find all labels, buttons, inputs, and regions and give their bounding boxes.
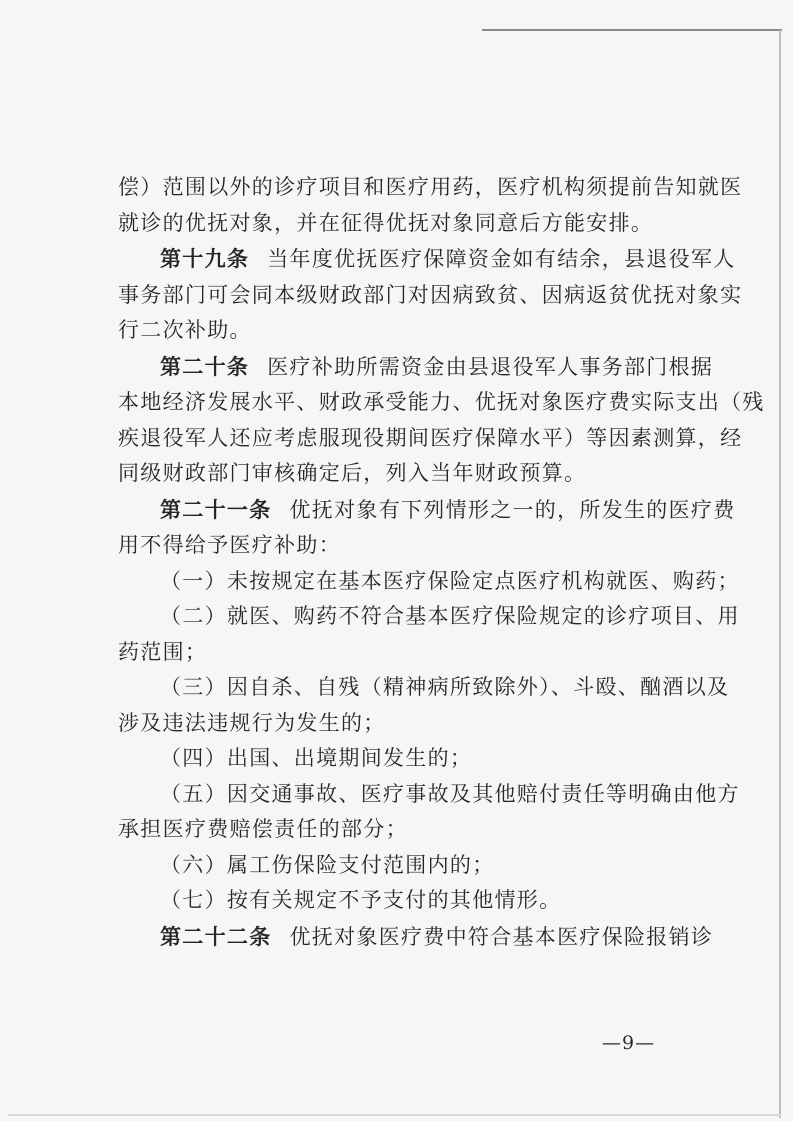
page-number: —9—	[602, 1032, 656, 1054]
article-22-title: 第二十二条	[160, 923, 272, 949]
list-item-3-cont: 涉及违法违规行为发生的；	[118, 710, 386, 735]
list-item-6: （六）属工伤保险支付范围内的；	[160, 852, 495, 877]
list-item-7: （七）按有关规定不予支付的其他情形。	[160, 888, 562, 912]
article-19-title: 第十九条	[160, 246, 250, 271]
body-text	[118, 170, 765, 955]
text-line: 行二次补助。	[118, 318, 252, 342]
text-line: 同级财政部门审核确定后，列入当年财政预算。	[118, 461, 587, 485]
list-item-2-cont: 药范围；	[118, 639, 208, 664]
list-item-5-cont: 承担医疗费赔偿责任的部分；	[118, 817, 408, 841]
list-item-2: （二）就医、购药不符合基本医疗保险规定的诊疗项目、用	[160, 604, 740, 628]
right-edge-line	[779, 30, 781, 1118]
article-20-title: 第二十条	[160, 353, 250, 379]
list-item-3: （三）因自杀、自残（精神病所致除外）、斗殴、酗酒以及	[160, 675, 730, 699]
article-19-line	[118, 241, 736, 278]
text-line: 用不得给予医疗补助：	[118, 533, 341, 557]
text-line: 事务部门可会同本级财政部门对因病致贫、因病返贫优抚对象实	[118, 282, 743, 307]
text-line: 当年度优抚医疗保障资金如有结余，县退役军人	[267, 247, 736, 271]
text-line: 偿）范围以外的诊疗项目和医疗用药，医疗机构须提前告知就医	[118, 175, 743, 199]
text-line: 优抚对象医疗费中符合基本医疗保险报销诊	[289, 924, 714, 949]
text-line: 就诊的优抚对象，并在征得优抚对象同意后方能安排。	[118, 210, 654, 235]
text-line: 医疗补助所需资金由县退役军人事务部门根据	[267, 354, 714, 379]
text-line: 本地经济发展水平、财政承受能力、优抚对象医疗费实际支出（残	[118, 390, 765, 414]
article-20-line	[118, 349, 714, 386]
top-edge-line	[482, 29, 782, 31]
list-item-1: （一）未按规定在基本医疗保险定点医疗机构就医、购药；	[160, 568, 740, 593]
article-22-line	[118, 919, 714, 956]
article-21-title: 第二十一条	[160, 496, 272, 522]
article-21-line	[118, 492, 736, 529]
bottom-edge-line	[8, 1114, 781, 1116]
text-line: 优抚对象有下列情形之一的，所发生的医疗费	[289, 497, 736, 522]
list-item-5: （五）因交通事故、医疗事故及其他赔付责任等明确由他方	[160, 781, 740, 806]
list-item-4: （四）出国、出境期间发生的；	[160, 746, 473, 770]
text-line: 疾退役军人还应考虑服现役期间医疗保障水平）等因素测算，经	[118, 425, 743, 450]
